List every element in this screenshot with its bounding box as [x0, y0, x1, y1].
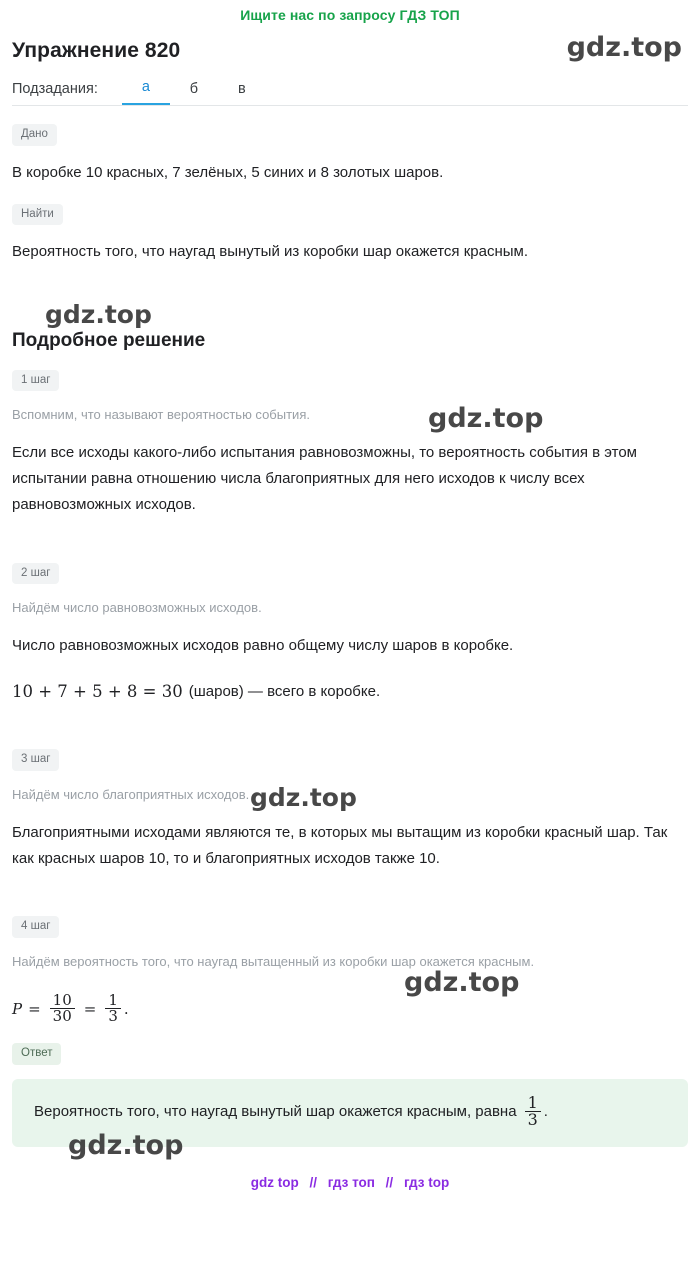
- top-promo-banner: Ищите нас по запросу ГДЗ ТОП: [240, 7, 460, 23]
- footer-links: [12, 1165, 688, 1204]
- watermark: gdz.top: [566, 32, 682, 63]
- step-4-chip: 4 шаг: [12, 916, 59, 938]
- watermark: gdz.top: [428, 403, 544, 434]
- step-4-fraction-1-numerator: 10: [52, 990, 72, 1009]
- step-2-formula-tail: (шаров) — всего в коробке.: [188, 683, 381, 701]
- step-1-chip: 1 шаг: [12, 370, 59, 392]
- step-4-formula: [12, 990, 688, 1026]
- answer-fraction-denominator: 3: [525, 1111, 541, 1129]
- answer-fraction-numerator: 1: [527, 1092, 538, 1112]
- given-chip: Дано: [12, 124, 57, 146]
- subtask-tabs: [12, 79, 688, 105]
- step-4-equals-2: =: [83, 999, 97, 1018]
- step-4-equals-1: =: [28, 999, 41, 1018]
- find-chip: Найти: [12, 204, 63, 226]
- step-3-text: Благоприятными исходами являются те, в которых мы вытащим из коробки красный шар. Так как красных шаров 10, то и благоприятных исходов также 10.: [12, 823, 668, 868]
- step-4-variable: P: [12, 999, 23, 1018]
- step-2-hint: Найдём число равновозможных исходов.: [12, 600, 262, 616]
- tabs-divider: [12, 105, 688, 106]
- step-4-fraction-1: [50, 990, 75, 1026]
- answer-chip: Ответ: [12, 1043, 61, 1065]
- step-1-hint: Вспомним, что называют вероятностью события.: [12, 407, 310, 422]
- step-4-formula-end: .: [123, 999, 129, 1018]
- subtasks-label: Подзадания:: [12, 81, 98, 97]
- footer-link-2[interactable]: гдз топ: [327, 1175, 375, 1191]
- footer-link-3[interactable]: гдз top: [403, 1175, 450, 1191]
- tab-subtask-b[interactable]: б: [189, 81, 199, 97]
- step-4-fraction-2-numerator: 1: [108, 990, 118, 1009]
- page-title: Упражнение 820: [12, 39, 181, 62]
- tab-subtask-a[interactable]: а: [122, 79, 170, 105]
- step-4-fraction-1-denominator: 30: [50, 1008, 75, 1025]
- tab-subtask-v[interactable]: в: [238, 81, 246, 97]
- answer-fraction: [525, 1092, 541, 1130]
- answer-text-after: .: [543, 1102, 548, 1120]
- step-4-fraction-2-denominator: 3: [105, 1008, 121, 1025]
- step-3-hint: Найдём число благоприятных исходов.: [12, 786, 250, 802]
- step-2-text: Число равновозможных исходов равно общему числу шаров в коробке.: [12, 636, 514, 654]
- step-1-text: Если все исходы какого-либо испытания равновозможны, то вероятность события в этом испытании равна отношению числа благоприятных для него исходов к числу всех равновозможных исходов.: [12, 443, 637, 514]
- watermark: gdz.top: [404, 967, 520, 998]
- step-2-formula-expression: 10 + 7 + 5 + 8 = 30: [12, 682, 183, 702]
- step-4-hint: Найдём вероятность того, что наугад вытащенный из коробки шар окажется красным.: [12, 953, 535, 969]
- solution-heading: Подробное решение: [12, 329, 206, 351]
- footer-separator-1: //: [309, 1175, 317, 1191]
- step-2-formula: [12, 679, 688, 705]
- watermark: gdz.top: [250, 783, 357, 812]
- step-2-chip: 2 шаг: [12, 563, 59, 585]
- step-3-chip: 3 шаг: [12, 749, 59, 771]
- footer-link-1[interactable]: gdz top: [250, 1175, 299, 1191]
- given-text: В коробке 10 красных, 7 зелёных, 5 синих и 8 золотых шаров.: [12, 163, 444, 181]
- footer-separator-2: //: [385, 1175, 394, 1191]
- find-text: Вероятность того, что наугад вынутый из коробки шар окажется красным.: [12, 243, 528, 261]
- watermark: gdz.top: [68, 1130, 184, 1161]
- step-4-fraction-2: [105, 990, 121, 1026]
- answer-text-before: Вероятность того, что наугад вынутый шар окажется красным, равна: [34, 1102, 517, 1120]
- watermark: gdz.top: [45, 300, 152, 329]
- answer-box: [12, 1079, 688, 1148]
